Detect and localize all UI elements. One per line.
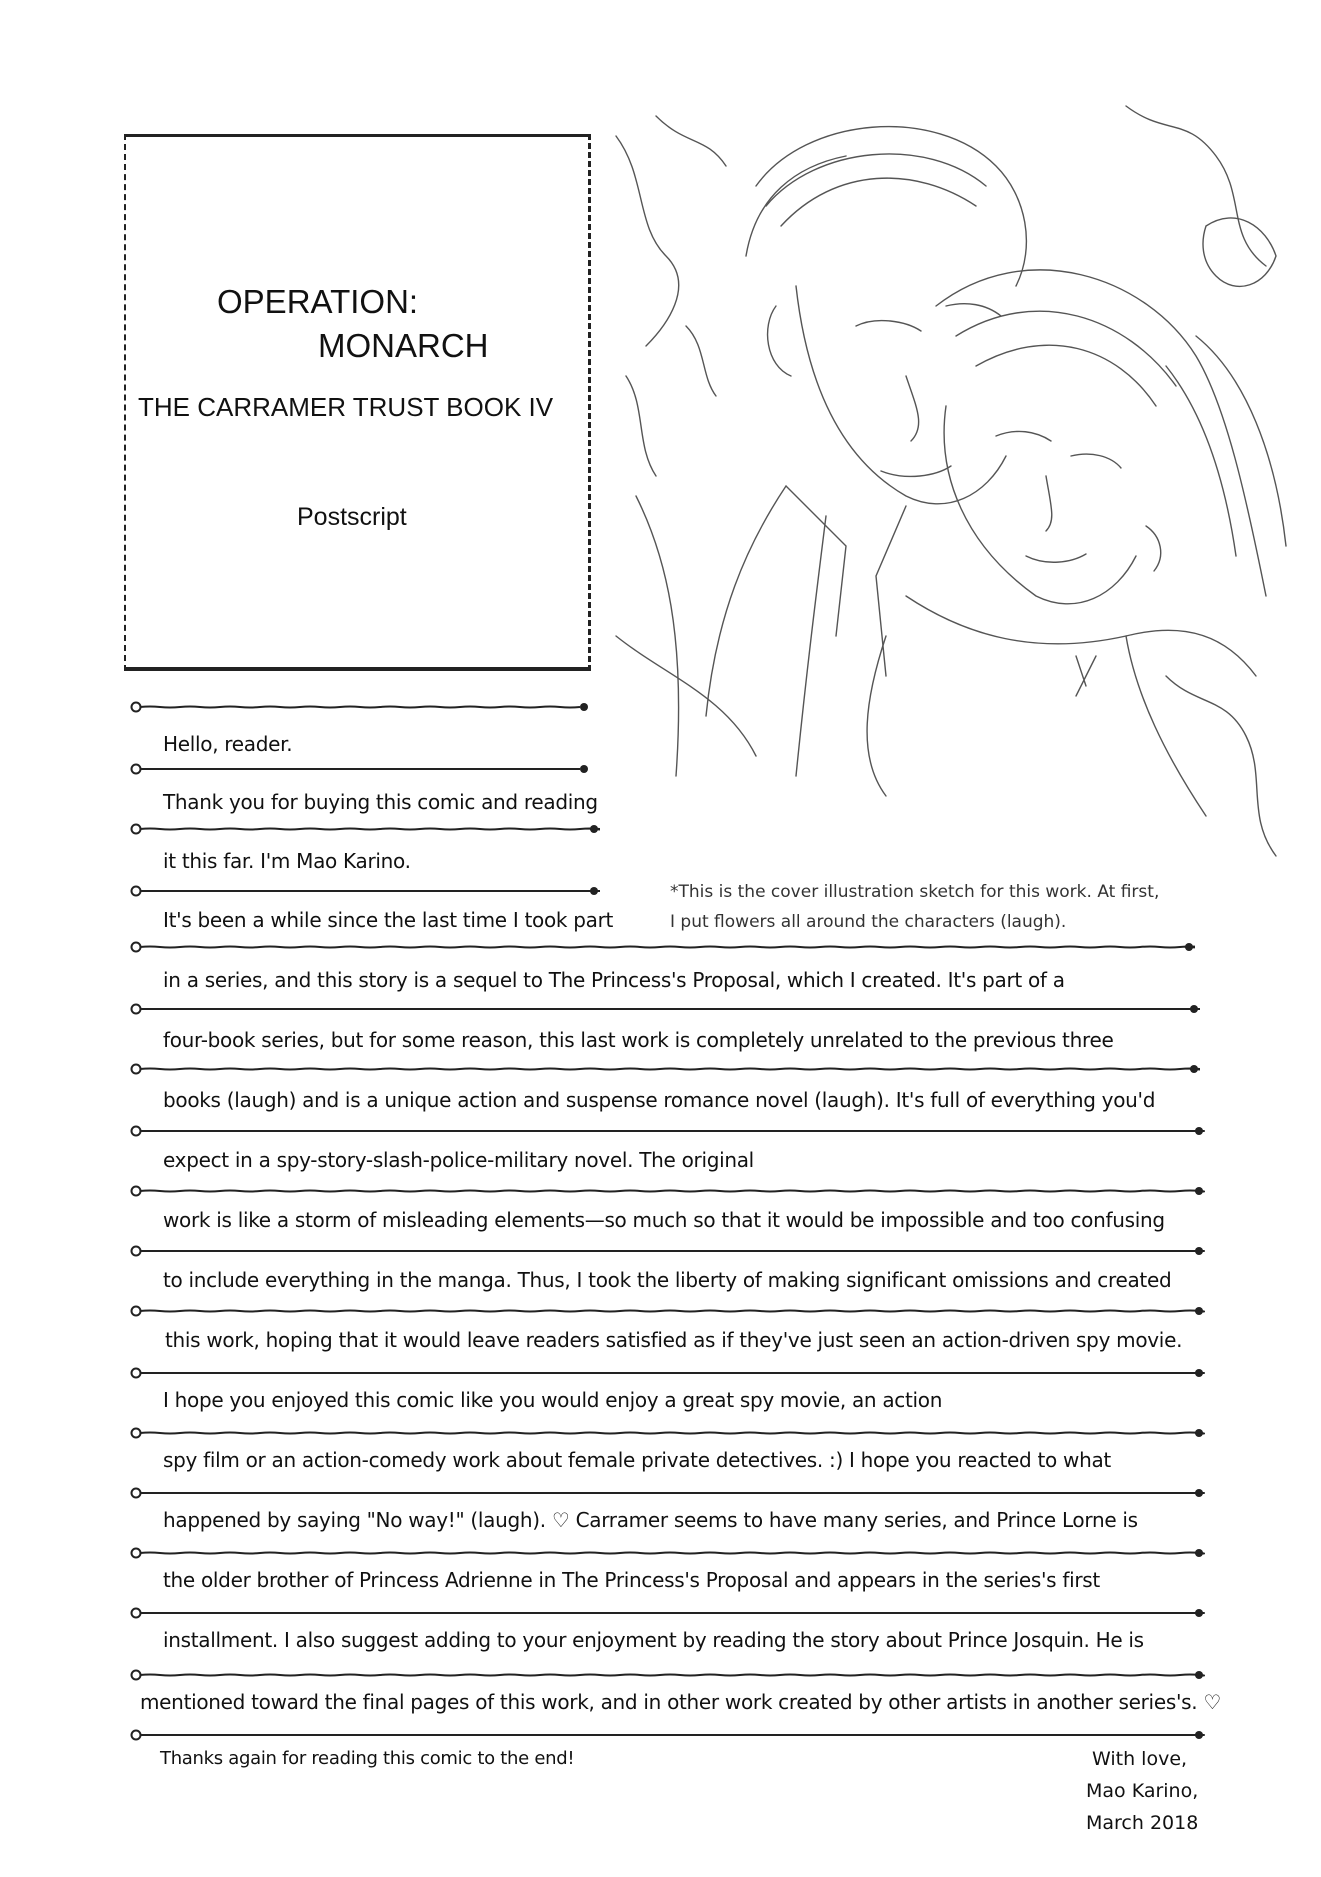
signature-line-3: March 2018	[1086, 1812, 1199, 1834]
body-text-line: to include everything in the manga. Thus, I took the liberty of making significant omissions and created	[163, 1268, 1172, 1292]
ruled-line	[130, 1426, 1205, 1440]
ruled-line	[130, 940, 1195, 954]
body-text-line: it this far. I'm Mao Karino.	[163, 849, 411, 873]
ruled-line	[130, 700, 590, 714]
ruled-line	[130, 1002, 1200, 1016]
series-title: THE CARRAMER TRUST BOOK IV	[138, 392, 554, 422]
body-text-line: happened by saying "No way!" (laugh). ♡ Carramer seems to have many series, and Prince Lorne is	[163, 1508, 1138, 1532]
ruled-line	[130, 1606, 1205, 1620]
ruled-line	[130, 1546, 1205, 1560]
ruled-line	[130, 1366, 1205, 1380]
body-text-line: four-book series, but for some reason, this last work is completely unrelated to the previous three	[163, 1028, 1114, 1052]
ruled-line	[130, 1728, 1205, 1742]
title-line-2: MONARCH	[318, 327, 489, 364]
body-text-line: I hope you enjoyed this comic like you would enjoy a great spy movie, an action	[163, 1388, 943, 1412]
ruled-line	[130, 1668, 1205, 1682]
body-text-line: installment. I also suggest adding to your enjoyment by reading the story about Prince Josquin. He is	[163, 1628, 1144, 1652]
body-text-line: It's been a while since the last time I took part	[163, 908, 614, 932]
body-text-line: the older brother of Princess Adrienne in The Princess's Proposal and appears in the series's first	[163, 1568, 1100, 1592]
body-text-line: mentioned toward the final pages of this work, and in other work created by other artists in another series's. ♡	[140, 1690, 1222, 1714]
caption-line-2: I put flowers all around the characters (laugh).	[670, 912, 1067, 932]
ruled-line	[130, 1184, 1205, 1198]
ruled-line	[130, 1304, 1205, 1318]
body-text-line: spy film or an action-comedy work about female private detectives. :) I hope you reacted to what	[163, 1448, 1111, 1472]
ruled-line	[130, 762, 590, 776]
ruled-line	[130, 1124, 1205, 1138]
body-text-line: books (laugh) and is a unique action and suspense romance novel (laugh). It's full of everything you'd	[163, 1088, 1156, 1112]
body-text-line: this work, hoping that it would leave readers satisfied as if they've just seen an action-driven spy movie.	[165, 1328, 1183, 1352]
cover-sketch-illustration	[606, 76, 1296, 876]
ruled-line	[130, 1244, 1205, 1258]
body-text-line: in a series, and this story is a sequel to The Princess's Proposal, which I created. It's part of a	[163, 968, 1065, 992]
ruled-line	[130, 1486, 1205, 1500]
ruled-line	[130, 884, 600, 898]
signature-line-1: With love,	[1092, 1748, 1188, 1770]
body-text-line: Hello, reader.	[163, 732, 293, 756]
ruled-line	[130, 822, 600, 836]
body-text-line: expect in a spy-story-slash-police-military novel. The original	[163, 1148, 754, 1172]
caption-line-1: *This is the cover illustration sketch for this work. At first,	[670, 882, 1160, 902]
section-heading: Postscript	[297, 503, 407, 531]
body-text-line: Thanks again for reading this comic to the end!	[160, 1748, 575, 1769]
title-line-1: OPERATION:	[217, 283, 419, 320]
signature-line-2: Mao Karino,	[1086, 1780, 1199, 1802]
body-text-line: work is like a storm of misleading elements—so much so that it would be impossible and too confusing	[163, 1208, 1165, 1232]
body-text-line: Thank you for buying this comic and reading	[163, 790, 598, 814]
ruled-line	[130, 1062, 1200, 1076]
